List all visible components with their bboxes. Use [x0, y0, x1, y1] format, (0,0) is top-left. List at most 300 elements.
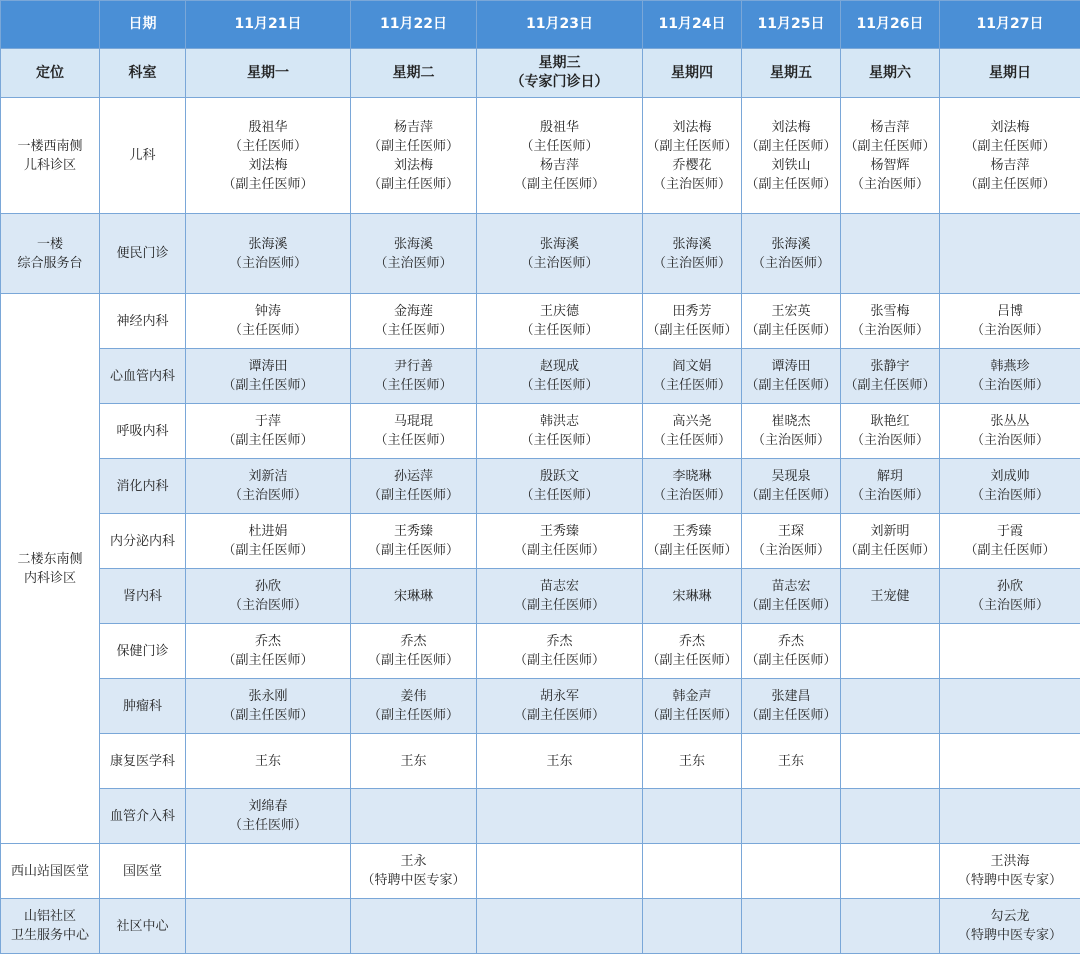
cell-line: （副主任医师）: [745, 378, 837, 393]
cell-line: 张海溪: [248, 236, 288, 252]
cell-line: 王宠健: [870, 588, 910, 604]
doctor-cell: [477, 349, 643, 404]
cell-line: 金海莲: [393, 304, 433, 319]
cell-line: 刘法梅: [248, 157, 288, 173]
weekday-cell: [940, 49, 1080, 98]
doctor-cell: [742, 789, 841, 844]
date-header-row: [1, 1, 1080, 49]
cell-line: 孙欣: [254, 579, 281, 594]
cell-line: 王洪海: [990, 854, 1030, 869]
cell-line: 王宏英: [771, 304, 811, 319]
cell-line: （特聘中医专家）: [361, 873, 466, 888]
doctor-cell: [841, 789, 940, 844]
doctor-cell: [477, 899, 643, 954]
cell-line: （主治医师）: [970, 378, 1049, 393]
cell-line: 宋琳琳: [393, 588, 433, 604]
cell-line: 王东: [777, 753, 804, 769]
doctor-cell: [351, 899, 477, 954]
cell-line: 胡永军: [539, 689, 579, 704]
cell-line: 解玥: [876, 469, 903, 484]
cell-line: 张海溪: [771, 236, 811, 252]
doctor-cell: [351, 214, 477, 294]
cell-line: （主治医师）: [751, 255, 830, 271]
cell-line: （主治医师）: [751, 543, 830, 558]
department-cell: [100, 349, 186, 404]
cell-line: 儿科诊区: [23, 157, 76, 173]
cell-line: 张丛丛: [990, 414, 1030, 429]
cell-line: （副主任医师）: [844, 378, 936, 393]
department-cell: [100, 514, 186, 569]
weekday-cell: [477, 49, 643, 98]
cell-line: 血管介入科: [109, 808, 175, 824]
cell-line: 星期六: [869, 64, 911, 81]
doctor-cell: [477, 294, 643, 349]
doctor-cell: [643, 459, 742, 514]
cell-line: （副主任医师）: [964, 176, 1056, 192]
cell-line: （主任医师）: [374, 323, 453, 338]
cell-line: 刘成帅: [990, 469, 1030, 484]
schedule-row: [1, 514, 1080, 569]
cell-line: 星期一: [247, 64, 289, 81]
cell-line: （主治医师）: [850, 488, 929, 503]
cell-line: 乔杰: [678, 634, 705, 649]
cell-line: 乔杰: [400, 634, 427, 649]
doctor-cell: [186, 459, 351, 514]
doctor-cell: [351, 679, 477, 734]
cell-line: 王秀臻: [672, 524, 712, 539]
cell-line: 高兴尧: [672, 414, 712, 429]
cell-line: 保健门诊: [116, 643, 169, 659]
cell-line: （主治医师）: [850, 176, 929, 192]
cell-line: （主治医师）: [652, 176, 731, 192]
cell-line: （主治医师）: [520, 255, 599, 271]
doctor-cell: [477, 569, 643, 624]
location-cell: [1, 899, 100, 954]
cell-line: （主任医师）: [228, 138, 307, 154]
doctor-cell: [477, 514, 643, 569]
doctor-cell: [643, 514, 742, 569]
cell-line: （特聘中医专家）: [957, 873, 1062, 888]
cell-line: 儿科: [129, 148, 156, 163]
cell-line: （主任医师）: [228, 818, 307, 833]
doctor-cell: [940, 789, 1080, 844]
cell-line: 便民门诊: [116, 246, 169, 261]
cell-line: 综合服务台: [17, 255, 83, 271]
doctor-cell: [477, 734, 643, 789]
doctor-cell: [841, 514, 940, 569]
doctor-cell: [940, 294, 1080, 349]
doctor-cell: [841, 844, 940, 899]
schedule-row: [1, 569, 1080, 624]
schedule-row: [1, 98, 1080, 214]
cell-line: （主任医师）: [374, 433, 453, 448]
cell-line: （副主任医师）: [367, 176, 459, 192]
cell-line: 消化内科: [116, 478, 169, 494]
cell-line: （副主任医师）: [646, 653, 738, 668]
department-cell: [100, 404, 186, 459]
department-cell: [100, 624, 186, 679]
doctor-cell: [643, 844, 742, 899]
cell-line: 孙运萍: [393, 469, 433, 484]
doctor-cell: [742, 734, 841, 789]
cell-line: （主治医师）: [228, 598, 307, 613]
cell-line: （专家门诊日）: [510, 74, 609, 90]
cell-line: （副主任医师）: [222, 653, 314, 668]
doctor-cell: [742, 214, 841, 294]
doctor-cell: [940, 514, 1080, 569]
cell-line: 田秀芳: [672, 304, 712, 319]
cell-line: 乔樱花: [672, 157, 712, 173]
weekday-header-row: [1, 49, 1080, 98]
doctor-cell: [841, 624, 940, 679]
cell-line: 殷祖华: [248, 119, 288, 135]
doctor-cell: [841, 349, 940, 404]
cell-line: 社区中心: [116, 918, 169, 934]
cell-line: 于萍: [254, 414, 281, 429]
cell-line: （主任医师）: [374, 378, 453, 393]
date-cell: 11月25日: [742, 1, 841, 49]
department-cell: [100, 734, 186, 789]
location-cell: [1, 844, 100, 899]
cell-line: （副主任医师）: [745, 138, 837, 154]
date-cell: 11月27日: [940, 1, 1080, 49]
doctor-cell: [643, 734, 742, 789]
cell-line: （特聘中医专家）: [957, 928, 1062, 943]
doctor-cell: [742, 624, 841, 679]
cell-line: （主任医师）: [520, 488, 599, 503]
doctor-cell: [186, 899, 351, 954]
cell-line: 西山站国医堂: [10, 863, 89, 879]
cell-line: （副主任医师）: [222, 176, 314, 192]
cell-line: 刘法梅: [990, 119, 1030, 135]
cell-line: （副主任医师）: [745, 598, 837, 613]
cell-line: 杨吉萍: [870, 119, 910, 135]
cell-line: （主治医师）: [970, 488, 1049, 503]
date-cell: 11月23日: [477, 1, 643, 49]
cell-line: 王琛: [777, 524, 804, 539]
date-cell: 11月24日: [643, 1, 742, 49]
cell-line: 山铝社区: [23, 909, 76, 924]
doctor-cell: [351, 789, 477, 844]
cell-line: 韩燕珍: [990, 359, 1030, 374]
schedule-row: [1, 679, 1080, 734]
doctor-cell: [742, 294, 841, 349]
cell-line: 韩洪志: [539, 414, 579, 429]
cell-line: 孙欣: [996, 579, 1023, 594]
date-cell: 11月21日: [186, 1, 351, 49]
cell-line: （副主任医师）: [222, 433, 314, 448]
doctor-cell: [186, 679, 351, 734]
doctor-cell: [186, 844, 351, 899]
cell-line: 张海溪: [672, 236, 712, 252]
doctor-cell: [841, 294, 940, 349]
location-cell: [1, 294, 100, 844]
doctor-cell: [186, 734, 351, 789]
doctor-cell: [742, 404, 841, 459]
doctor-cell: [742, 899, 841, 954]
weekday-cell: [351, 49, 477, 98]
doctor-cell: [742, 679, 841, 734]
department-cell: [100, 789, 186, 844]
cell-line: 王庆德: [539, 304, 579, 319]
doctor-cell: [351, 404, 477, 459]
cell-line: 张海溪: [393, 236, 433, 252]
schedule-row: [1, 459, 1080, 514]
cell-line: 刘绵春: [248, 799, 288, 814]
cell-line: 杨吉萍: [539, 157, 579, 173]
doctor-cell: [351, 459, 477, 514]
cell-line: （副主任医师）: [367, 138, 459, 154]
cell-line: （副主任医师）: [367, 653, 459, 668]
doctor-cell: [643, 569, 742, 624]
dept-label: 科室: [100, 49, 186, 98]
weekday-cell: [186, 49, 351, 98]
cell-line: 内分泌内科: [109, 533, 175, 549]
cell-line: （副主任医师）: [222, 378, 314, 393]
doctor-cell: [351, 569, 477, 624]
cell-line: 杨吉萍: [990, 157, 1030, 173]
doctor-cell: [841, 404, 940, 459]
cell-line: 星期三: [538, 55, 581, 71]
cell-line: （副主任医师）: [964, 543, 1056, 558]
schedule-row: [1, 734, 1080, 789]
cell-line: 刘新洁: [248, 469, 288, 484]
doctor-cell: [940, 679, 1080, 734]
doctor-cell: [742, 98, 841, 214]
cell-line: （主任医师）: [652, 378, 731, 393]
schedule-row: [1, 844, 1080, 899]
doctor-cell: [643, 899, 742, 954]
cell-line: 刘法梅: [672, 119, 712, 135]
doctor-cell: [841, 459, 940, 514]
cell-line: （主治医师）: [228, 255, 307, 271]
doctor-cell: [351, 294, 477, 349]
cell-line: （主治医师）: [374, 255, 453, 271]
cell-line: （副主任医师）: [646, 138, 738, 154]
doctor-cell: [643, 679, 742, 734]
date-cell: 11月26日: [841, 1, 940, 49]
cell-line: 星期五: [770, 64, 812, 81]
cell-line: 杜进娟: [248, 524, 288, 539]
cell-line: 心血管内科: [109, 368, 175, 384]
cell-line: 崔晓杰: [771, 414, 811, 429]
cell-line: （主治医师）: [652, 255, 731, 271]
cell-line: （主治医师）: [970, 433, 1049, 448]
cell-line: （副主任医师）: [745, 323, 837, 338]
cell-line: （主任医师）: [520, 138, 599, 154]
doctor-cell: [351, 844, 477, 899]
cell-line: （副主任医师）: [844, 138, 936, 154]
doctor-cell: [477, 459, 643, 514]
department-cell: [100, 899, 186, 954]
cell-line: （副主任医师）: [745, 488, 837, 503]
doctor-cell: [940, 214, 1080, 294]
cell-line: 二楼东南侧: [17, 551, 83, 567]
doctor-cell: [477, 214, 643, 294]
cell-line: 乔杰: [254, 634, 281, 649]
cell-line: （副主任医师）: [745, 653, 837, 668]
date-label: 日期: [100, 1, 186, 49]
doctor-cell: [186, 214, 351, 294]
location-label: 定位: [1, 49, 100, 98]
schedule-row: [1, 624, 1080, 679]
department-cell: [100, 679, 186, 734]
weekday-cell: [841, 49, 940, 98]
schedule-row: [1, 214, 1080, 294]
cell-line: 于霞: [996, 524, 1023, 539]
cell-line: 康复医学科: [109, 753, 175, 769]
cell-line: 王东: [546, 753, 573, 769]
doctor-cell: [940, 349, 1080, 404]
cell-line: 殷跃文: [539, 469, 579, 484]
department-cell: [100, 459, 186, 514]
cell-line: 星期二: [392, 64, 435, 81]
cell-line: 殷祖华: [539, 119, 579, 135]
location-cell: [1, 214, 100, 294]
cell-line: 苗志宏: [539, 579, 579, 594]
doctor-cell: [742, 459, 841, 514]
cell-line: 乔杰: [546, 634, 573, 649]
cell-line: 吕博: [996, 304, 1023, 319]
doctor-cell: [940, 899, 1080, 954]
cell-line: 赵现成: [539, 359, 579, 374]
cell-line: 肿瘤科: [122, 698, 162, 714]
cell-line: （主治医师）: [751, 433, 830, 448]
cell-line: 神经内科: [116, 313, 169, 329]
cell-line: 钟涛: [254, 304, 281, 319]
cell-line: （副主任医师）: [367, 543, 459, 558]
weekday-cell: [742, 49, 841, 98]
doctor-cell: [477, 624, 643, 679]
doctor-cell: [186, 98, 351, 214]
doctor-cell: [186, 569, 351, 624]
cell-line: （副主任医师）: [222, 708, 314, 723]
doctor-cell: [643, 789, 742, 844]
cell-line: 姜伟: [400, 689, 427, 704]
cell-line: 尹行善: [393, 359, 433, 374]
cell-line: 刘法梅: [771, 119, 811, 135]
cell-line: 王秀臻: [393, 524, 433, 539]
cell-line: （副主任医师）: [844, 543, 936, 558]
doctor-cell: [841, 98, 940, 214]
cell-line: （副主任医师）: [513, 543, 605, 558]
cell-line: （副主任医师）: [745, 176, 837, 192]
schedule-body: [1, 98, 1080, 954]
doctor-cell: [643, 349, 742, 404]
cell-line: （副主任医师）: [745, 708, 837, 723]
cell-line: （副主任医师）: [964, 138, 1056, 154]
cell-line: （副主任医师）: [513, 653, 605, 668]
cell-line: 星期四: [671, 64, 713, 81]
cell-line: 刘新明: [870, 524, 910, 539]
cell-line: 王秀臻: [539, 524, 579, 539]
cell-line: 韩金声: [672, 689, 712, 704]
cell-line: （副主任医师）: [513, 176, 605, 192]
cell-line: （副主任医师）: [513, 598, 605, 613]
cell-line: （主任医师）: [652, 433, 731, 448]
cell-line: 刘铁山: [771, 157, 811, 173]
cell-line: 王东: [400, 753, 427, 769]
cell-line: （主任医师）: [228, 323, 307, 338]
department-cell: [100, 294, 186, 349]
doctor-cell: [940, 404, 1080, 459]
doctor-cell: [186, 514, 351, 569]
doctor-cell: [742, 349, 841, 404]
cell-line: 王永: [400, 854, 427, 869]
cell-line: 耿艳红: [870, 414, 910, 429]
schedule-row: [1, 789, 1080, 844]
cell-line: 王东: [678, 753, 705, 769]
cell-line: （副主任医师）: [367, 488, 459, 503]
cell-line: 张海溪: [539, 236, 579, 252]
cell-line: 张永刚: [248, 689, 288, 704]
cell-line: 王东: [254, 753, 281, 769]
doctor-cell: [940, 459, 1080, 514]
doctor-cell: [940, 624, 1080, 679]
doctor-cell: [841, 569, 940, 624]
cell-line: 张建昌: [771, 689, 811, 704]
doctor-cell: [841, 679, 940, 734]
doctor-cell: [940, 569, 1080, 624]
cell-line: 谭涛田: [248, 359, 288, 374]
doctor-cell: [643, 624, 742, 679]
cell-line: （副主任医师）: [367, 708, 459, 723]
cell-line: 李晓琳: [672, 469, 712, 484]
doctor-cell: [940, 844, 1080, 899]
cell-line: 吴现泉: [771, 469, 811, 484]
cell-line: 张雪梅: [870, 304, 910, 319]
cell-line: （主治医师）: [970, 323, 1049, 338]
doctor-cell: [477, 844, 643, 899]
doctor-cell: [940, 98, 1080, 214]
department-cell: [100, 214, 186, 294]
doctor-cell: [643, 98, 742, 214]
doctor-cell: [186, 294, 351, 349]
cell-line: （副主任医师）: [513, 708, 605, 723]
doctor-cell: [477, 679, 643, 734]
cell-line: （副主任医师）: [646, 543, 738, 558]
doctor-cell: [351, 624, 477, 679]
cell-line: （主任医师）: [520, 323, 599, 338]
doctor-cell: [186, 789, 351, 844]
doctor-cell: [477, 98, 643, 214]
doctor-cell: [940, 734, 1080, 789]
cell-line: （副主任医师）: [222, 543, 314, 558]
schedule-row: [1, 899, 1080, 954]
department-cell: [100, 844, 186, 899]
cell-line: 乔杰: [777, 634, 804, 649]
cell-line: 卫生服务中心: [10, 928, 89, 943]
cell-line: 张静宇: [870, 359, 910, 374]
date-cell: 11月22日: [351, 1, 477, 49]
cell-line: （主任医师）: [520, 378, 599, 393]
doctor-cell: [351, 349, 477, 404]
cell-line: 呼吸内科: [116, 423, 169, 439]
cell-line: 阎文娟: [672, 359, 712, 374]
doctor-cell: [742, 569, 841, 624]
doctor-cell: [477, 789, 643, 844]
cell-line: （主治医师）: [850, 323, 929, 338]
cell-line: 勾云龙: [990, 909, 1030, 924]
doctor-cell: [841, 214, 940, 294]
doctor-cell: [643, 294, 742, 349]
cell-line: 苗志宏: [771, 579, 811, 594]
schedule-row: [1, 349, 1080, 404]
department-cell: [100, 98, 186, 214]
location-cell: [1, 98, 100, 214]
cell-line: （主治医师）: [850, 433, 929, 448]
cell-line: 星期日: [989, 64, 1031, 81]
